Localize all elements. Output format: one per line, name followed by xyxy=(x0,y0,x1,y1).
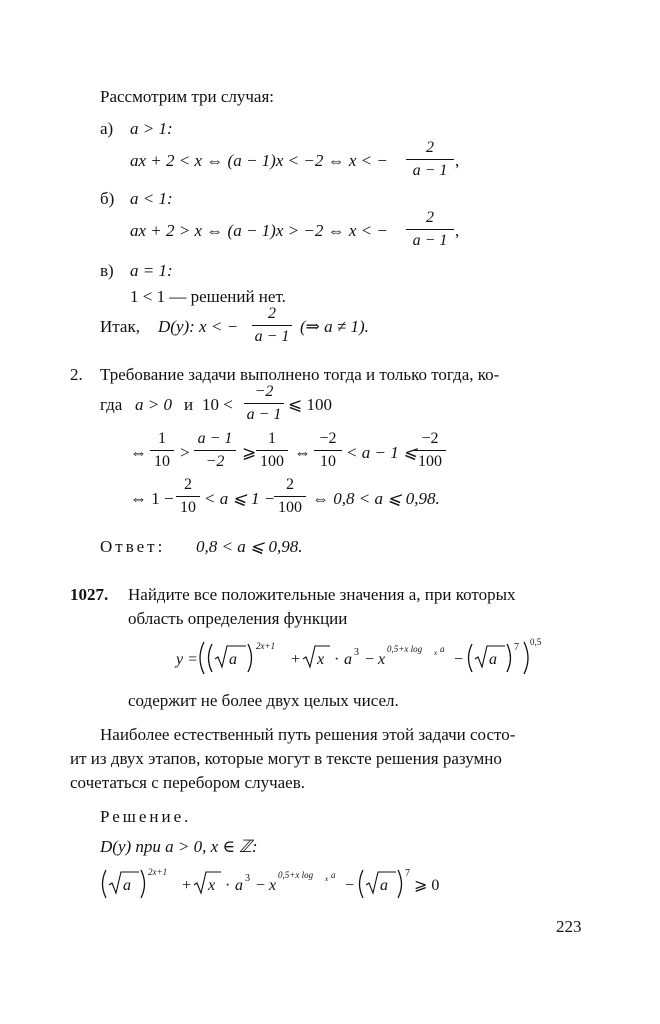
paragraph-line2: ит из двух этапов, которые могут в тексте решения разумно xyxy=(70,749,502,768)
step1-frac3-num: 1 xyxy=(268,430,276,447)
step1-op4: < a − 1 ⩽ xyxy=(346,443,418,462)
step1-frac1 xyxy=(150,431,174,470)
formula-cube: 3 xyxy=(354,647,359,658)
formula-a-2: a xyxy=(344,651,352,668)
item2-and: и xyxy=(184,395,194,414)
case-b-frac-den: a − 1 xyxy=(406,229,454,249)
problem-number: 1027. xyxy=(70,585,109,604)
item2-number: 2. xyxy=(70,365,83,384)
paragraph-line3: сочетаться с перебором случаев. xyxy=(70,773,306,792)
problem-line3: содержит не более двух целых чисел. xyxy=(128,691,399,710)
ineq-exp2-tail: a xyxy=(331,870,336,880)
step1-frac2-num: a − 1 xyxy=(197,430,233,447)
step1-frac5 xyxy=(414,431,446,470)
case-b-expression: ax + 2 > x ⇔ (a − 1)x > −2 ⇔ x < − xyxy=(130,221,388,240)
formula-dot: · xyxy=(334,651,340,668)
ineq-exp1: 2x+1 xyxy=(148,867,168,877)
solution-label: Решение. xyxy=(100,807,192,826)
itak-frac-den: a − 1 xyxy=(252,325,292,345)
formula-a-1: a xyxy=(229,651,237,668)
itak-frac-num: 2 xyxy=(268,305,276,322)
ineq-a-3: a xyxy=(380,877,388,894)
formula-minus-2: − xyxy=(454,651,464,668)
step2-frac2-num: 2 xyxy=(286,476,294,493)
ineq-tail: ⩾ 0 xyxy=(414,877,440,894)
step1-op1: > xyxy=(180,443,190,462)
case-a-label: а) xyxy=(100,119,114,138)
problem-line2: область определения функции xyxy=(128,609,348,628)
formula-minus-1: − xyxy=(365,651,375,668)
step2-frac2 xyxy=(274,477,306,516)
ineq-left-paren-1 xyxy=(103,870,107,898)
ineq-exp2: 0,5+x log xyxy=(278,870,314,880)
formula-seven: 7 xyxy=(514,642,519,653)
ineq-x: x xyxy=(208,877,216,894)
itak-fraction xyxy=(252,306,292,345)
formula-x-2: x xyxy=(378,651,386,668)
step2-frac2-den: 100 xyxy=(274,496,306,516)
case-b-condition: a < 1: xyxy=(130,189,173,208)
formula-exp2-tail: a xyxy=(440,644,445,654)
item2-cond: a > 0 xyxy=(135,395,172,414)
case-c-condition: a = 1: xyxy=(130,261,173,280)
ineq-dot: · xyxy=(225,877,231,894)
case-a-frac-num: 2 xyxy=(426,139,434,156)
step1-frac5-den: 100 xyxy=(414,450,446,470)
step2-start: ⇔ 1 − xyxy=(130,489,174,508)
formula-exp1: 2x+1 xyxy=(256,641,276,651)
case-b-fraction xyxy=(406,210,454,249)
step1-frac5-num: −2 xyxy=(421,430,439,447)
item2-line1: Требование задачи выполнено тогда и только тогда, ко- xyxy=(100,365,500,384)
formula-outer-right-paren xyxy=(524,642,528,674)
intro-text: Рассмотрим три случая: xyxy=(100,87,275,106)
case-a-condition: a > 1: xyxy=(130,119,173,138)
step1-frac1-den: 10 xyxy=(150,450,174,470)
ineq-a-2: a xyxy=(235,877,243,894)
solution-inequality xyxy=(0,862,660,902)
item2-gda: гда xyxy=(100,395,123,414)
case-a-frac-den: a − 1 xyxy=(406,159,454,179)
step2-end: ⇔ 0,8 < a ⩽ 0,98. xyxy=(312,489,440,508)
formula-exp-outer: 0,5 xyxy=(530,637,542,647)
ineq-exp2-sub: x xyxy=(325,875,329,883)
item2-ten: 10 < xyxy=(202,395,233,414)
ineq-right-paren-1 xyxy=(141,870,145,898)
case-a-expression: ax + 2 < x ⇔ (a − 1)x < −2 ⇔ x < − xyxy=(130,151,388,170)
ineq-a-1: a xyxy=(123,877,131,894)
ineq-right-paren-2 xyxy=(398,870,402,898)
step1-op2: ⩾ xyxy=(242,443,257,462)
step1-frac3-den: 100 xyxy=(256,450,288,470)
answer-value: 0,8 < a ⩽ 0,98. xyxy=(196,537,303,556)
ineq-seven: 7 xyxy=(405,868,410,879)
formula-lhs: y = xyxy=(176,651,198,668)
step1-frac4-num: −2 xyxy=(319,430,337,447)
ineq-minus-1: − xyxy=(256,877,266,894)
step1-op3: ⇔ xyxy=(294,443,311,462)
item2-frac-den: a − 1 xyxy=(244,403,284,423)
formula-exp2: 0,5+x log xyxy=(387,644,423,654)
case-b-frac-num: 2 xyxy=(426,209,434,226)
step2-frac1-den: 10 xyxy=(176,496,200,516)
page-number: 223 xyxy=(556,917,582,936)
step2-middle: < a ⩽ 1 − xyxy=(204,489,276,508)
case-a-fraction xyxy=(406,140,454,179)
formula-a-3: a xyxy=(489,651,497,668)
formula-right-paren-2 xyxy=(507,644,511,672)
item2-bound: ⩽ 100 xyxy=(288,395,332,414)
ineq-plus: + xyxy=(182,877,192,894)
step1-frac1-num: 1 xyxy=(158,430,166,447)
ineq-minus-2: − xyxy=(345,877,355,894)
item2-fraction xyxy=(244,384,284,423)
paragraph-line1: Наиболее естественный путь решения этой задачи состо- xyxy=(100,725,516,744)
main-formula xyxy=(0,636,660,676)
formula-outer-left-paren xyxy=(200,642,204,674)
ineq-x-2: x xyxy=(269,877,277,894)
formula-plus: + xyxy=(291,651,301,668)
item2-frac-num: −2 xyxy=(254,383,274,400)
formula-right-paren-1 xyxy=(248,644,252,672)
case-b-label: б) xyxy=(100,189,115,208)
step1-frac4-den: 10 xyxy=(314,450,342,470)
ineq-left-paren-2 xyxy=(360,870,364,898)
case-c-label: в) xyxy=(100,261,114,280)
step2-frac1-num: 2 xyxy=(184,476,192,493)
step1-frac4 xyxy=(314,431,342,470)
step1-arrow: ⇔ xyxy=(130,443,147,462)
formula-x: x xyxy=(317,651,325,668)
case-a-tail: , xyxy=(455,151,460,170)
itak-expression: D(y): x < − xyxy=(158,317,239,336)
itak-word: Итак, xyxy=(100,317,140,336)
problem-line1: Найдите все положительные значения a, при которых xyxy=(128,585,516,604)
step2-frac1 xyxy=(176,477,200,516)
formula-left-paren-1 xyxy=(209,644,213,672)
step1-frac2 xyxy=(194,431,236,470)
step1-frac2-den: −2 xyxy=(194,450,236,470)
answer-label: Ответ: xyxy=(100,537,166,556)
step1-frac3 xyxy=(256,431,288,470)
solution-domain: D(y) при a > 0, x ∈ ℤ: xyxy=(100,837,258,856)
case-c-text: 1 < 1 — решений нет. xyxy=(130,287,286,306)
formula-exp2-sub: x xyxy=(434,649,438,657)
case-b-tail: , xyxy=(455,221,460,240)
itak-tail: (⇒ a ≠ 1). xyxy=(300,317,369,336)
ineq-cube: 3 xyxy=(245,873,250,884)
formula-left-paren-2 xyxy=(469,644,473,672)
